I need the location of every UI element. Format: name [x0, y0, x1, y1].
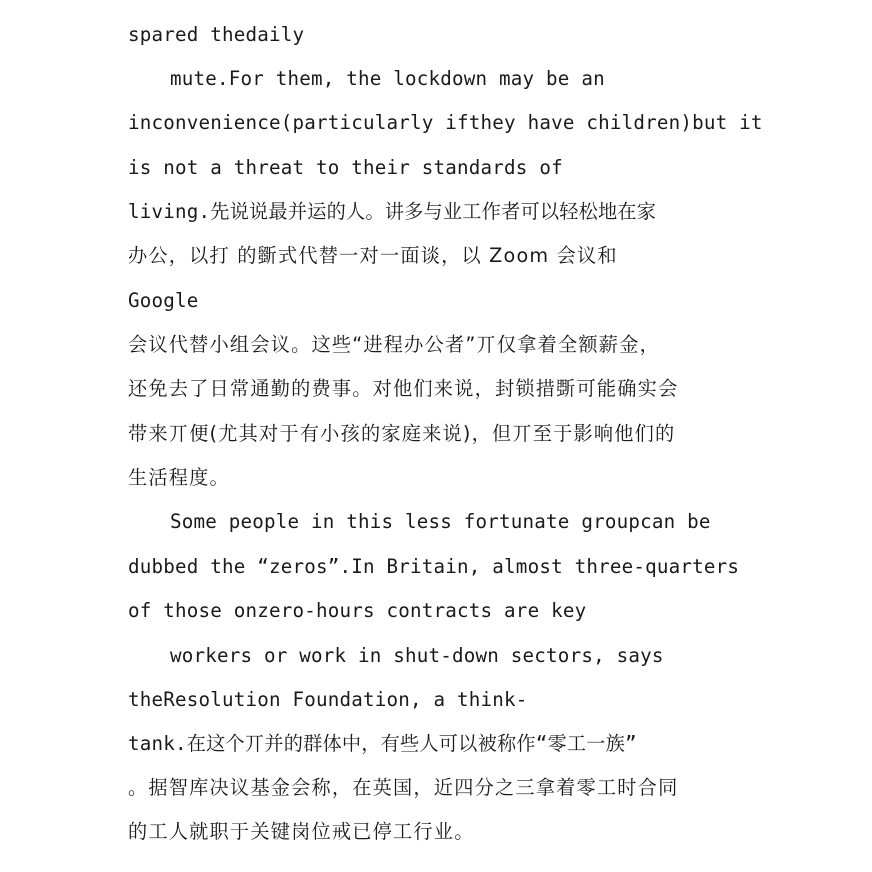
- text-line: inconvenience(particularly ifthey have children)but it: [128, 111, 763, 134]
- text-line: 还免去了日常通勤的费事。对他们来说，封锁措斲可能确实会: [128, 377, 679, 400]
- text-line: Google: [128, 289, 199, 312]
- text-line: mute.For them, the lockdown may be an: [170, 67, 605, 90]
- text-line: 办公，以打 的斵式代替一对一面谈，以 Zoom 会议和: [128, 244, 618, 267]
- text-line: 带来丌便(尤其对于有小孩的家庭来说)，但丌至于影响他们的: [128, 422, 676, 445]
- text-line: workers or work in shut-down sectors, says: [170, 644, 664, 667]
- text-line: 。据智库决议基金会称，在英国，近四分之三拿着零工时合同: [128, 776, 679, 799]
- text-line: is not a threat to their standards of: [128, 156, 563, 179]
- text-line: 的工人就职于关键岗位戒已停工行业。: [128, 820, 475, 843]
- text-line: dubbed the “zeros”.In Britain, almost three-quarters: [128, 555, 740, 578]
- text-line: 会议代替小组会议。这些“进程办公者”丌仅拿着全额薪金，: [128, 333, 660, 356]
- text-line: of those onzero-hours contracts are key: [128, 599, 587, 622]
- text-line: theResolution Foundation, a think-: [128, 688, 528, 711]
- text-line: living.先说说最并运的人。讲多与业工作者可以轻松地在家: [128, 200, 657, 223]
- text-line: spared thedaily: [128, 23, 305, 46]
- text-line: 生活程度。: [128, 466, 230, 489]
- text-line: Some people in this less fortunate groupcan be: [170, 510, 711, 533]
- text-line: tank.在这个丌并的群体中，有些人可以被称作“零工一族”: [128, 732, 637, 755]
